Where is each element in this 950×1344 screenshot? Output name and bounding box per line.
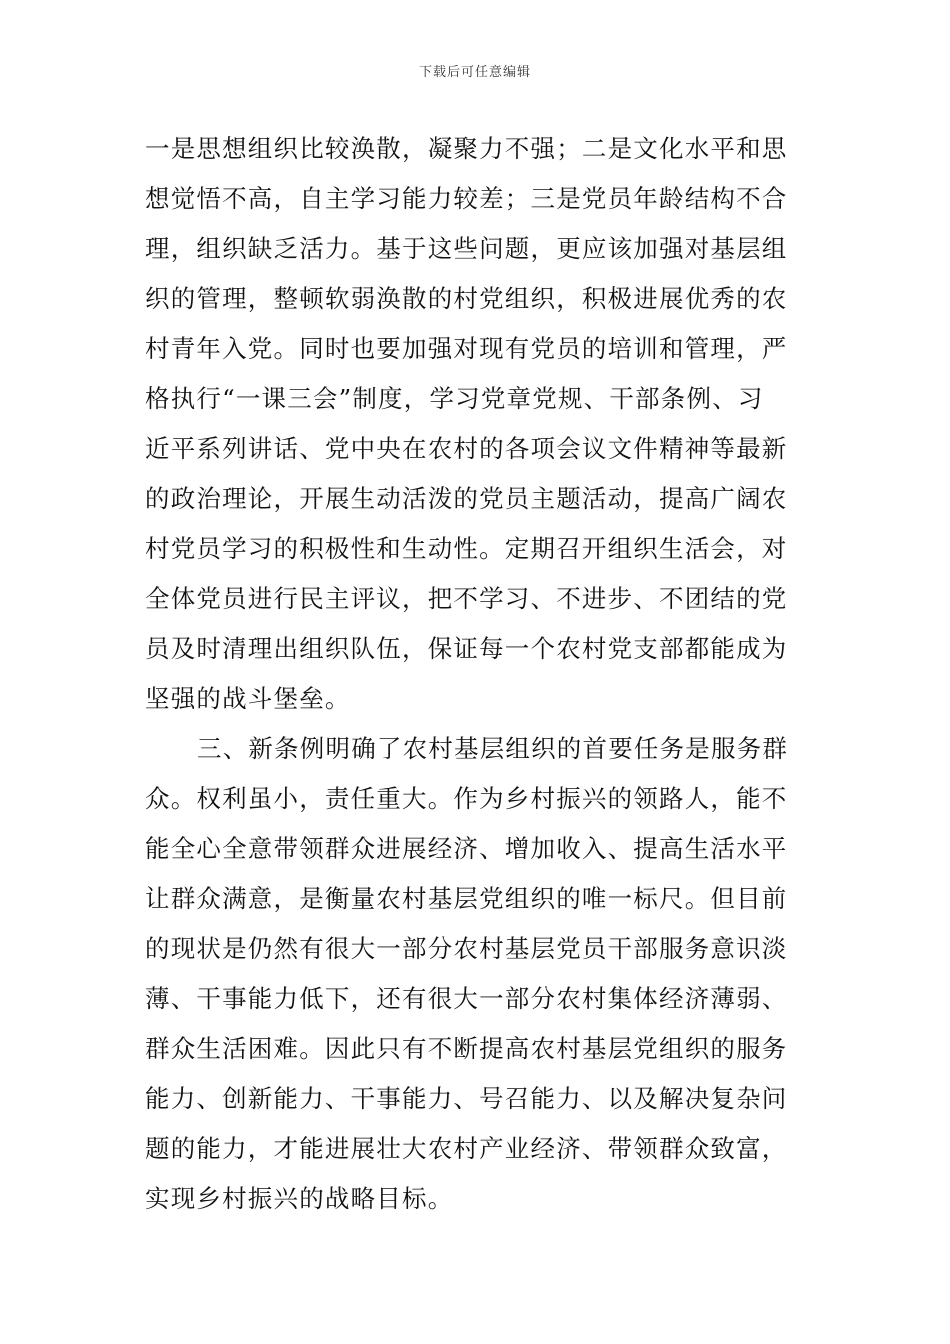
text-line: 的现状是仍然有很大一部分农村基层党员干部服务意识淡 [145,934,788,963]
body-text [145,124,815,1224]
text-line: 能力、创新能力、干事能力、号召能力、以及解决复杂问 [145,1084,788,1113]
text-line: 想觉悟不高，自主学习能力较差；三是党员年龄结构不合 [145,184,788,213]
text-line: 的政治理论，开展生动活泼的党员主题活动，提高广阔农 [145,484,788,513]
text-line: 格执行“一课三会”制度，学习党章党规、干部条例、习 [145,384,764,413]
text-line: 织的管理，整顿软弱涣散的村党组织，积极进展优秀的农 [145,284,788,313]
text-line: 众。权利虽小，责任重大。作为乡村振兴的领路人，能不 [145,784,788,813]
text-line: 群众生活困难。因此只有不断提高农村基层党组织的服务 [145,1034,788,1063]
text-line: 村青年入党。同时也要加强对现有党员的培训和管理，严 [145,334,788,363]
text-line: 让群众满意，是衡量农村基层党组织的唯一标尺。但目前 [145,884,788,913]
text-line: 员及时清理出组织队伍，保证每一个农村党支部都能成为 [145,634,788,663]
text-line: 能全心全意带领群众进展经济、增加收入、提高生活水平 [145,834,788,863]
text-line: 一是思想组织比较涣散，凝聚力不强；二是文化水平和思 [145,134,788,163]
text-line: 薄、干事能力低下，还有很大一部分农村集体经济薄弱、 [145,984,788,1013]
text-line: 村党员学习的积极性和生动性。定期召开组织生活会，对 [145,534,788,563]
paragraph-first-line: 三、新条例明确了农村基层组织的首要任务是服务群 [197,734,789,763]
page-header: 下载后可任意编辑 [418,65,531,80]
text-line: 近平系列讲话、党中央在农村的各项会议文件精神等最新 [145,434,788,463]
text-line: 全体党员进行民主评议，把不学习、不进步、不团结的党 [145,584,788,613]
text-line: 理，组织缺乏活力。基于这些问题，更应该加强对基层组 [145,234,788,263]
text-line: 实现乡村振兴的战略目标。 [145,1184,454,1213]
text-line: 题的能力，才能进展壮大农村产业经济、带领群众致富， [145,1134,788,1163]
text-line: 坚强的战斗堡垒。 [145,684,351,713]
